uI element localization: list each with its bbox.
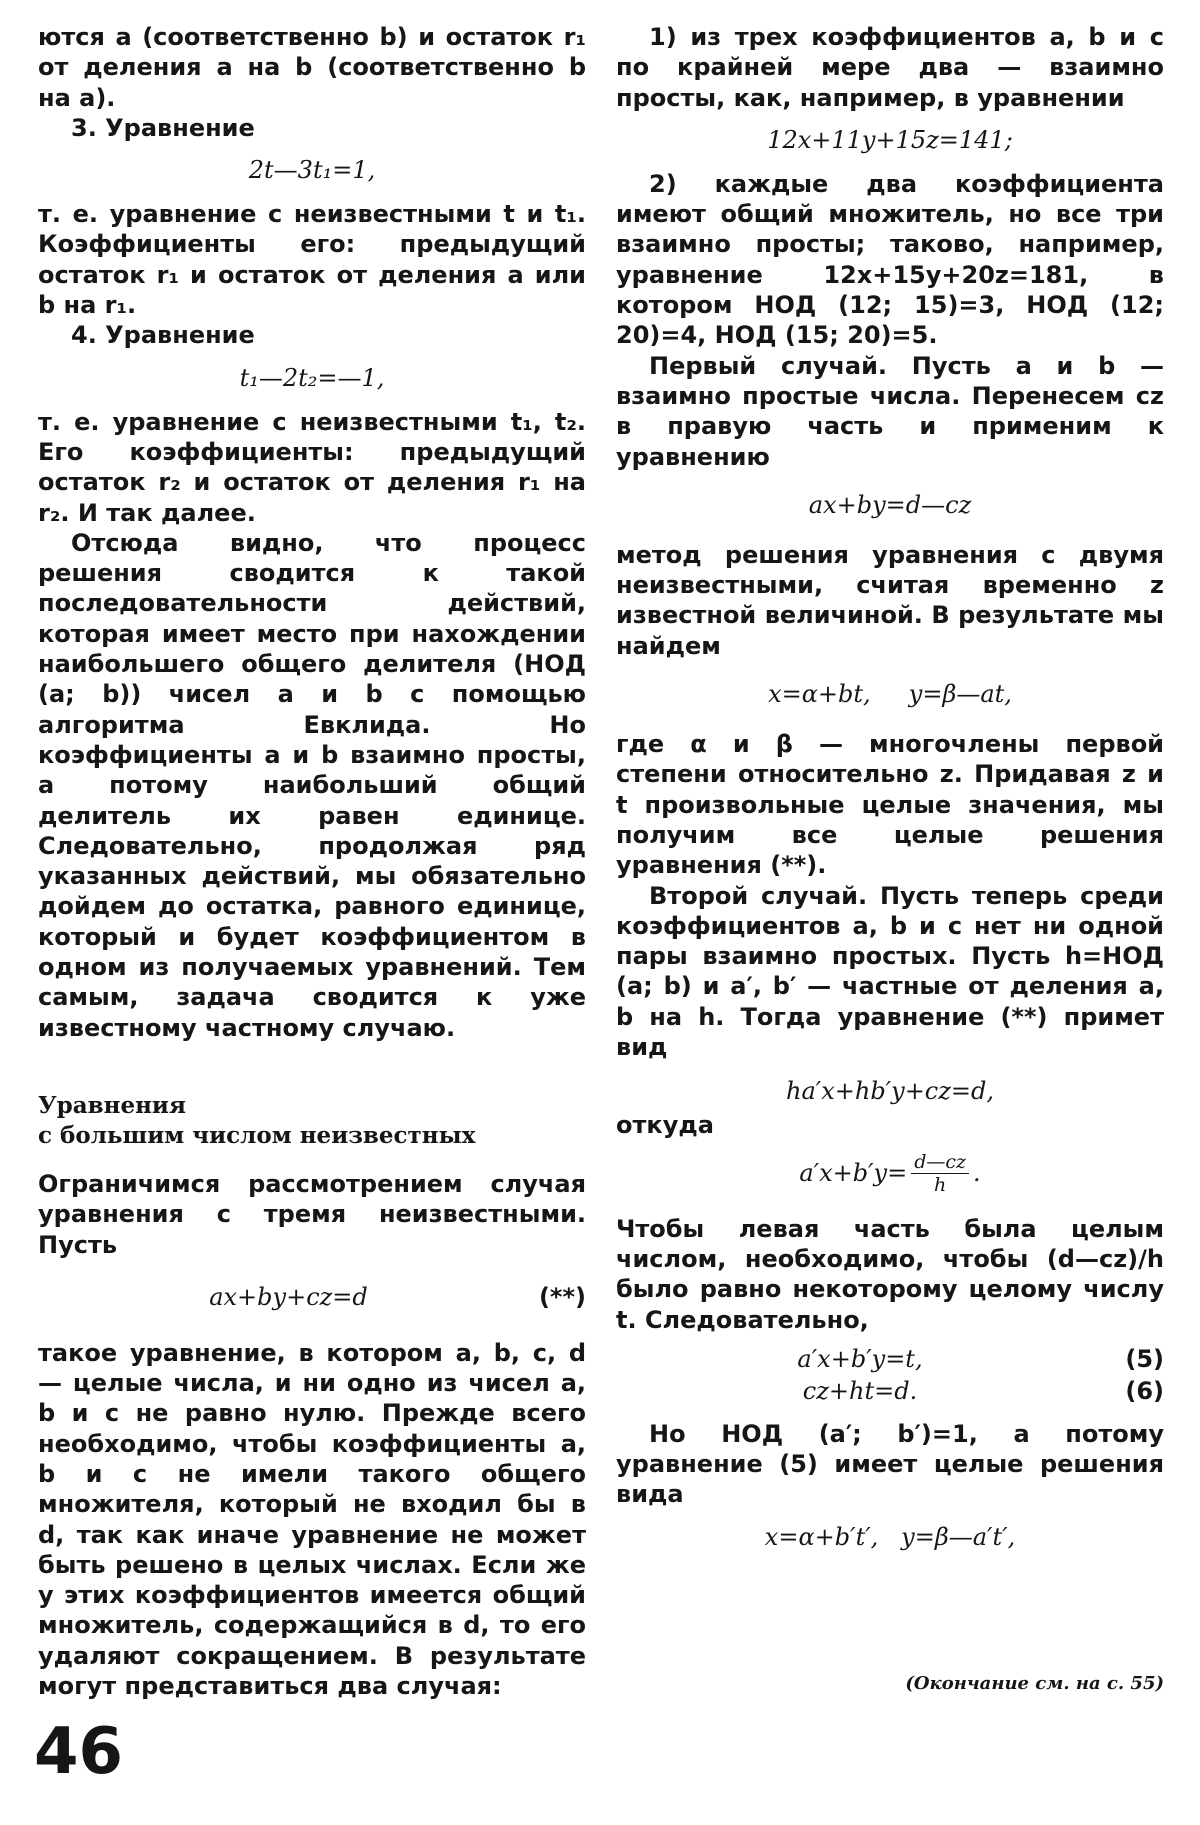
equation-2t-3t1: 2t—3t₁=1, [248,156,376,185]
left-column [38,22,595,1701]
paragraph-second-case: Второй случай. Пусть теперь среди коэффициентов a, b и c нет ни одной пары взаимно простых. Пусть h=НОД (a; b) и a′, b′ — частные от деления a, b на h. Тогда уравнение (**) примет вид [616,881,1173,1062]
equation-5-label: (5) [1125,1344,1164,1373]
paragraph-method: метод решения уравнения с двумя неизвестными, считая временно z известной величиной. В результате мы найдем [616,540,1173,660]
paragraph-three-unknowns: Ограничимся рассмотрением случая уравнения с тремя неизвестными. Пусть [38,1169,595,1259]
paragraph-euclid: Отсюда видно, что процесс решения сводится к такой последовательности действий, которая имеет место при нахождении наибольшего общего делителя (НОД (a; b)) чисел a и b с помощью алгоритма Евклида. Но коэффициенты a и b взаимно просты, а потому наибольший общий делитель их равен единице. Следовательно, продолжая ряд указанных действий, мы обязательно дойдем до остатка, равного единице, который и будет коэффициентом в одном из получаемых уравнений. Тем самым, задача сводится к уже известному частному случаю. [38,528,595,1042]
paragraph-gcd-one: Но НОД (a′; b′)=1, а потому уравнение (5) имеет целые решения вида [616,1419,1173,1509]
fraction-period: . [973,1159,981,1188]
right-column [616,22,1173,1566]
equation-main-text: ax+by+cz=d [209,1282,368,1311]
continuation-note: (Окончание см. на с. 55) [905,1673,1164,1694]
equation-ax-by: ax+by=d—cz [808,490,972,519]
equation-system [616,1343,1164,1407]
word-otkuda: откуда [616,1111,714,1140]
equation-ha-hb: ha′x+hb′y+cz=d, [786,1077,994,1106]
page-number: 46 [34,1715,124,1789]
paragraph-continuation: ются a (соответственно b) и остаток r₁ от деления a на b (соответственно b на a). [38,23,595,112]
paragraph-polynomials: где α и β — многочлены первой степени относительно z. Придавая z и t произвольные целые значения, мы получим все целые решения уравнения (**). [616,730,1173,880]
fraction-numerator: d—cz [911,1151,969,1174]
fraction [911,1151,969,1196]
paragraph-integer-conditions: такое уравнение, в котором a, b, c, d — целые числа, и ни одно из чисел a, b и c не равно нулю. Прежде всего необходимо, чтобы коэффициенты a, b и c не имели такого общего множителя, который не входил бы в d, так как иначе уравнение не может быть решено в целых числах. Если же у этих коэффициентов имеется общий множитель, содержащийся в d, то его удаляют сокращением. В результате могут представиться два случая: [38,1338,595,1701]
equation-5: a′x+b′y=t, [797,1344,923,1373]
section-heading-line2: с большим числом неизвестных [38,1121,476,1149]
equation-solution-final: x=α+b′t′, y=β—a′t′, [764,1522,1016,1551]
equation-t1-2t2: t₁—2t₂=—1, [239,363,385,392]
fraction-left: a′x+b′y= [799,1159,908,1188]
equation-example-1: 12x+11y+15z=141; [767,125,1013,154]
equation-main-label: (**) [538,1282,586,1311]
equation-main [38,1282,586,1312]
paragraph-coefficients-1: т. е. уравнение с неизвестными t и t₁. Коэффициенты его: предыдущий остаток r₁ и остаток от деления a или b на r₁. [38,200,595,320]
equation-6: cz+ht=d. [802,1376,918,1405]
paragraph-case-2-list: 2) каждые два коэффициента имеют общий множитель, но все три взаимно просты; таково, например, уравнение 12x+15y+20z=181, в котором НОД (12; 15)=3, НОД (12; 20)=4, НОД (15; 20)=5. [616,169,1173,350]
item-4-label: 4. Уравнение [71,321,255,350]
paragraph-coefficients-2: т. е. уравнение с неизвестными t₁, t₂. Его коэффициенты: предыдущий остаток r₂ и остаток от деления r₁ на r₂. И так далее. [38,407,595,527]
fraction-denominator: h [933,1173,947,1196]
section-heading-line1: Уравнения [38,1091,186,1119]
paragraph-case-1-list: 1) из трех коэффициентов a, b и c по крайней мере два — взаимно просты, как, например, в уравнении [616,23,1173,112]
equation-6-label: (6) [1125,1376,1164,1405]
paragraph-integer-t: Чтобы левая часть была целым числом, необходимо, чтобы (d—cz)/h было равно некоторому целому числу t. Следовательно, [616,1214,1173,1334]
equation-solution-general: x=α+bt, y=β—at, [768,680,1012,709]
item-3-label: 3. Уравнение [71,113,255,142]
paragraph-first-case: Первый случай. Пусть a и b — взаимно простые числа. Перенесем cz в правую часть и применим к уравнению [616,351,1173,471]
equation-fraction [616,1151,1164,1196]
